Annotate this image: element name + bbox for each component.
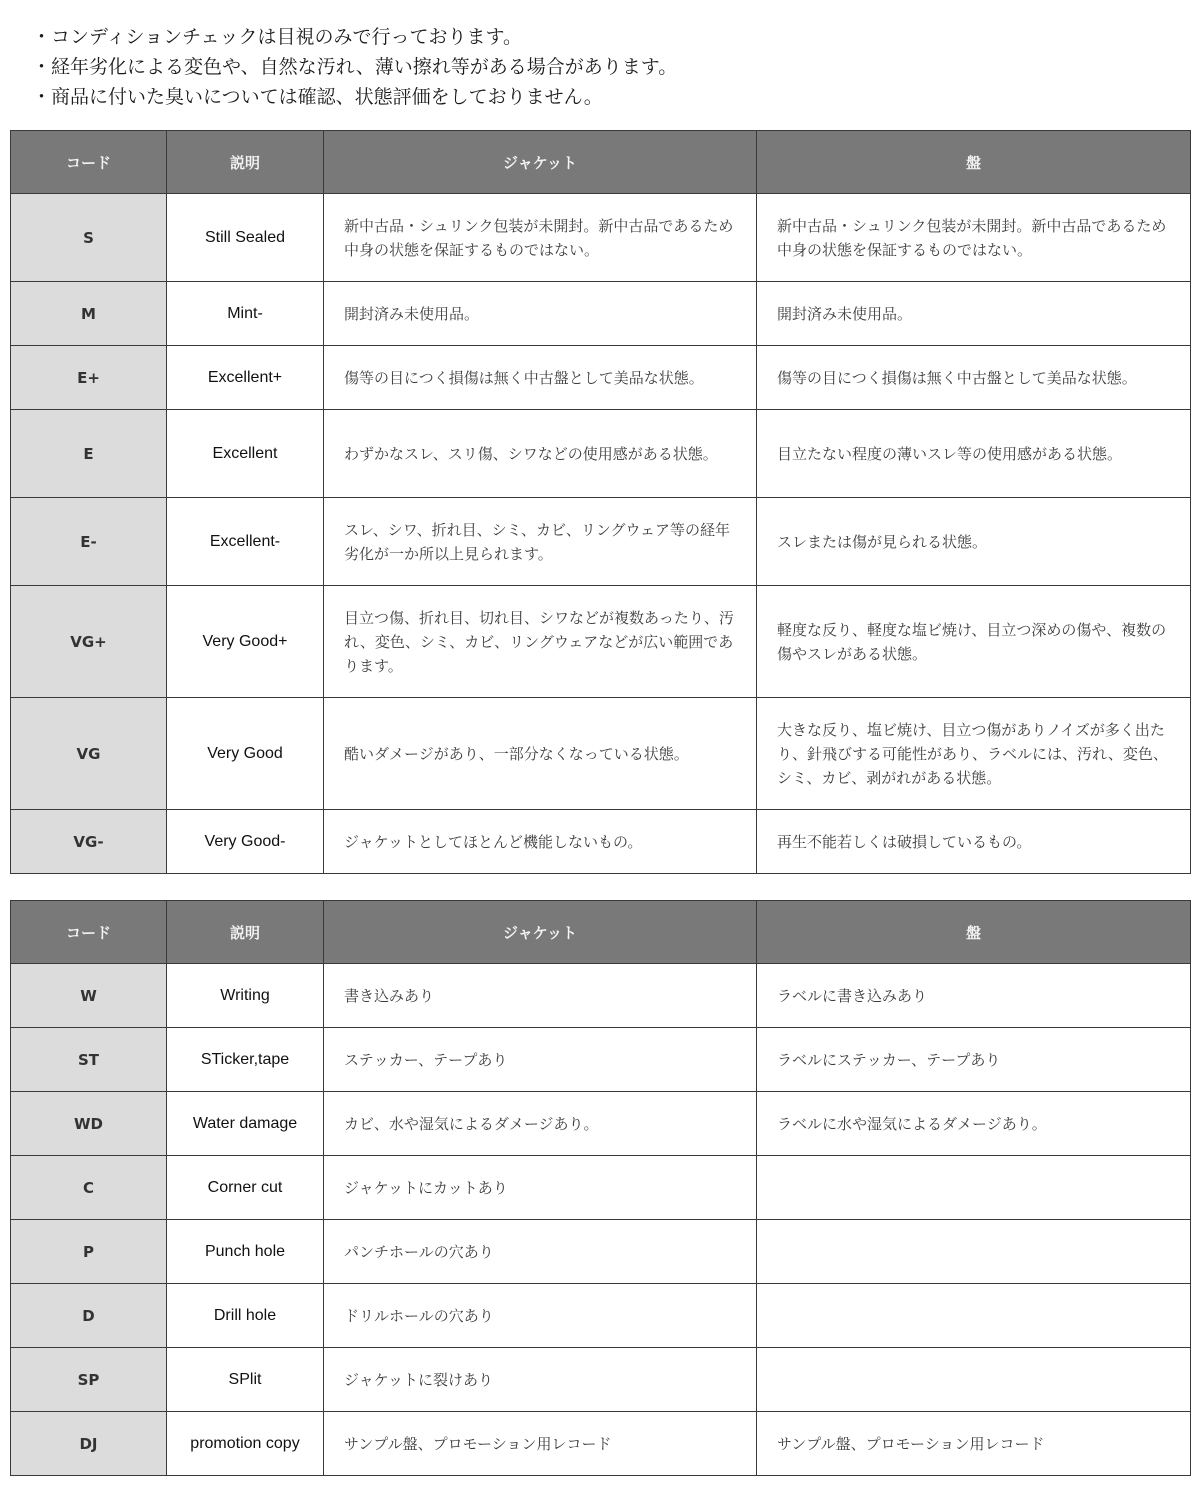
disc-condition xyxy=(757,1284,1191,1348)
jacket-condition: 酷いダメージがあり、一部分なくなっている状態。 xyxy=(324,698,757,810)
table-header-row xyxy=(11,901,1191,964)
disc-condition: 軽度な反り、軽度な塩ビ焼け、目立つ深めの傷や、複数の傷やスレがある状態。 xyxy=(757,586,1191,698)
table-row xyxy=(11,1156,1191,1220)
header-code: コード xyxy=(11,901,167,964)
note-line: ・経年劣化による変色や、自然な汚れ、薄い擦れ等がある場合があります。 xyxy=(32,56,678,78)
grade-description: Still Sealed xyxy=(167,194,324,282)
disc-condition: ラベルにステッカー、テープあり xyxy=(757,1028,1191,1092)
flag-description: Punch hole xyxy=(167,1220,324,1284)
grade-description: Very Good- xyxy=(167,810,324,874)
disc-condition xyxy=(757,1220,1191,1284)
disc-condition: 傷等の目につく損傷は無く中古盤として美品な状態。 xyxy=(757,346,1191,410)
disc-condition: 新中古品・シュリンク包装が未開封。新中古品であるため中身の状態を保証するものではない。 xyxy=(757,194,1191,282)
header-jacket: ジャケット xyxy=(324,131,757,194)
grade-code: VG+ xyxy=(11,586,167,698)
table-row xyxy=(11,586,1191,698)
header-disc: 盤 xyxy=(757,901,1191,964)
flag-code: P xyxy=(11,1220,167,1284)
flag-description: Corner cut xyxy=(167,1156,324,1220)
jacket-condition: ジャケットに裂けあり xyxy=(324,1348,757,1412)
disc-condition: ラベルに書き込みあり xyxy=(757,964,1191,1028)
header-description: 説明 xyxy=(167,901,324,964)
table-row xyxy=(11,346,1191,410)
grade-code: E- xyxy=(11,498,167,586)
table-row xyxy=(11,1220,1191,1284)
flag-description: promotion copy xyxy=(167,1412,324,1476)
jacket-condition: スレ、シワ、折れ目、シミ、カビ、リングウェア等の経年劣化が一か所以上見られます。 xyxy=(324,498,757,586)
table-row xyxy=(11,194,1191,282)
jacket-condition: ドリルホールの穴あり xyxy=(324,1284,757,1348)
table-row xyxy=(11,282,1191,346)
jacket-condition: カビ、水や湿気によるダメージあり。 xyxy=(324,1092,757,1156)
jacket-condition: ジャケットとしてほとんど機能しないもの。 xyxy=(324,810,757,874)
flag-description: Drill hole xyxy=(167,1284,324,1348)
disc-condition: 大きな反り、塩ビ焼け、目立つ傷がありノイズが多く出たり、針飛びする可能性があり、ラベルには、汚れ、変色、シミ、カビ、剥がれがある状態。 xyxy=(757,698,1191,810)
grade-description: Mint- xyxy=(167,282,324,346)
jacket-condition: わずかなスレ、スリ傷、シワなどの使用感がある状態。 xyxy=(324,410,757,498)
jacket-condition: サンプル盤、プロモーション用レコード xyxy=(324,1412,757,1476)
header-description: 説明 xyxy=(167,131,324,194)
table-row xyxy=(11,1092,1191,1156)
table-header-row xyxy=(11,131,1191,194)
note-line: ・コンディションチェックは目視のみで行っております。 xyxy=(32,26,523,48)
grade-description: Excellent+ xyxy=(167,346,324,410)
flag-code: WD xyxy=(11,1092,167,1156)
flag-code: DJ xyxy=(11,1412,167,1476)
grade-code: VG xyxy=(11,698,167,810)
grade-code: E+ xyxy=(11,346,167,410)
flag-code: D xyxy=(11,1284,167,1348)
table-row xyxy=(11,410,1191,498)
flag-table xyxy=(10,900,1191,1476)
jacket-condition: 書き込みあり xyxy=(324,964,757,1028)
grade-description: Excellent xyxy=(167,410,324,498)
grade-description: Excellent- xyxy=(167,498,324,586)
jacket-condition: 目立つ傷、折れ目、切れ目、シワなどが複数あったり、汚れ、変色、シミ、カビ、リングウェアなどが広い範囲であります。 xyxy=(324,586,757,698)
grade-code: S xyxy=(11,194,167,282)
table-row xyxy=(11,964,1191,1028)
condition-notes xyxy=(32,22,677,112)
jacket-condition: 開封済み未使用品。 xyxy=(324,282,757,346)
header-jacket: ジャケット xyxy=(324,901,757,964)
table-row xyxy=(11,1348,1191,1412)
disc-condition: スレまたは傷が見られる状態。 xyxy=(757,498,1191,586)
grade-description: Very Good xyxy=(167,698,324,810)
jacket-condition: パンチホールの穴あり xyxy=(324,1220,757,1284)
flag-code: C xyxy=(11,1156,167,1220)
jacket-condition: 傷等の目につく損傷は無く中古盤として美品な状態。 xyxy=(324,346,757,410)
disc-condition: サンプル盤、プロモーション用レコード xyxy=(757,1412,1191,1476)
disc-condition: 目立たない程度の薄いスレ等の使用感がある状態。 xyxy=(757,410,1191,498)
grade-code: M xyxy=(11,282,167,346)
flag-description: Water damage xyxy=(167,1092,324,1156)
jacket-condition: ジャケットにカットあり xyxy=(324,1156,757,1220)
table-row xyxy=(11,1284,1191,1348)
jacket-condition: 新中古品・シュリンク包装が未開封。新中古品であるため中身の状態を保証するものではない。 xyxy=(324,194,757,282)
flag-code: W xyxy=(11,964,167,1028)
flag-code: ST xyxy=(11,1028,167,1092)
flag-description: STicker,tape xyxy=(167,1028,324,1092)
jacket-condition: ステッカー、テープあり xyxy=(324,1028,757,1092)
disc-condition xyxy=(757,1348,1191,1412)
disc-condition: 再生不能若しくは破損しているもの。 xyxy=(757,810,1191,874)
flag-description: Writing xyxy=(167,964,324,1028)
table-row xyxy=(11,698,1191,810)
header-disc: 盤 xyxy=(757,131,1191,194)
flag-code: SP xyxy=(11,1348,167,1412)
disc-condition xyxy=(757,1156,1191,1220)
table-row xyxy=(11,1412,1191,1476)
note-line: ・商品に付いた臭いについては確認、状態評価をしておりません。 xyxy=(32,86,603,108)
table-row xyxy=(11,810,1191,874)
table-row xyxy=(11,498,1191,586)
grade-code: VG- xyxy=(11,810,167,874)
header-code: コード xyxy=(11,131,167,194)
table-row xyxy=(11,1028,1191,1092)
grade-code: E xyxy=(11,410,167,498)
flag-description: SPlit xyxy=(167,1348,324,1412)
grade-description: Very Good+ xyxy=(167,586,324,698)
disc-condition: 開封済み未使用品。 xyxy=(757,282,1191,346)
grade-table xyxy=(10,130,1191,874)
disc-condition: ラベルに水や湿気によるダメージあり。 xyxy=(757,1092,1191,1156)
